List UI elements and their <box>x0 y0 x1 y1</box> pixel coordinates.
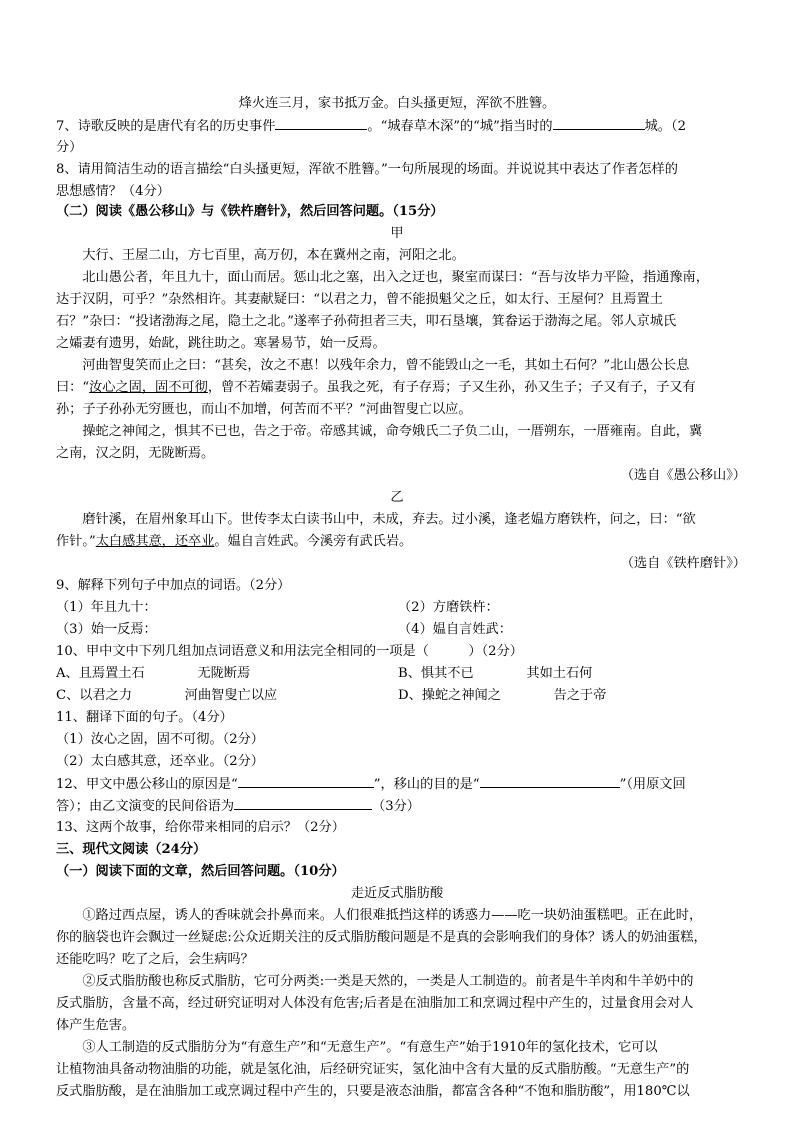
option-a[interactable]: A、且焉置土石 无陇断焉 <box>56 666 251 681</box>
passage-line: 石？”杂曰：“投诸渤海之尾，隐土之北。”遂率子孙荷担者三夫，叩石垦壤，箕畚运于渤海之尾。邻人京城氏 <box>56 314 677 329</box>
article-line: 还能吃吗？吃了之后，会生病吗？ <box>56 952 254 967</box>
answer-blank[interactable] <box>480 773 620 788</box>
answer-blank[interactable] <box>553 115 645 130</box>
passage-line: 之孀妻有遗男，始龀，跳往助之。寒暑易节，始一反焉。 <box>56 336 386 351</box>
question-13: 13、这两个故事，给你带来相同的启示？（2分） <box>56 820 345 835</box>
question-11: 11、翻译下面的句子。（4分） <box>56 710 233 725</box>
passage-line: 操蛇之神闻之，惧其不已也，告之于帝。帝感其诚，命夸娥氏二子负二山，一厝朔东，一厝雍南。自此，冀 <box>56 424 703 439</box>
option-row <box>56 663 746 685</box>
passage-line: 孙；子子孙孙无穷匮也，而山不加增，何苦而不平？”河曲智叟亡以应。 <box>56 402 472 417</box>
article-line: 让植物油具备动物油脂的功能，就是氢化油，后经研究证实，氢化油中含有大量的反式脂肪酸。“无意生产”的 <box>56 1062 690 1077</box>
article-line: 体产生危害。 <box>56 1018 136 1033</box>
question-row: （1）年且九十： （2）方磨铁杵： <box>56 600 499 615</box>
passage-line: 磨针溪，在眉州象耳山下。世传李太白读书山中，未成，弃去。过小溪，逢老媪方磨铁杵，问之，曰：“欲 <box>56 512 696 527</box>
passage-label-yi: 乙 <box>390 490 404 505</box>
article-line: ③人工制造的反式脂肪分为“有意生产”和“无意生产”。“有意生产”始于1910年的氢化技术，它可以 <box>56 1040 658 1055</box>
question-row: （1）汝心之固，固不可彻。（2分） <box>56 732 264 747</box>
article-title: 走近反式脂肪酸 <box>350 886 444 901</box>
option-d[interactable]: D、操蛇之神闻之 告之于帝 <box>398 688 607 703</box>
option-b[interactable]: B、惧其不已 其如土石何 <box>398 666 593 681</box>
passage-line: 大行、王屋二山，方七百里，高万仞，本在冀州之南，河阳之北。 <box>56 248 465 263</box>
answer-blank[interactable] <box>234 795 372 810</box>
underlined-sentence: 汝心之固，固不可彻 <box>89 380 208 395</box>
question-7: 7、诗歌反映的是唐代有名的历史事件 。“城春草木深”的“城”指当时的 城。（2 <box>56 115 746 138</box>
article-line: 你的脑袋也许会飘过一丝疑虑:公众近期关注的反式脂肪酸问题是不是真的会影响我们的身体？诱人的奶油蛋糕， <box>56 930 707 945</box>
question-row: （2）太白感其意，还卒业。（2分） <box>56 754 264 769</box>
source-note: （选自《铁杵磨针》） <box>620 556 746 571</box>
option-c[interactable]: C、以君之力 河曲智叟亡以应 <box>56 688 278 703</box>
article-line: 反式脂肪，含量不高，经过研究证明对人体没有危害;后者是在油脂加工和烹调过程中产生的，过量食用会对人 <box>56 996 694 1011</box>
question-9: 9、解释下列句子中加点的词语。（2分） <box>56 578 291 593</box>
question-row: 答）；由乙文演变的民间俗语为 （3分） <box>56 795 746 818</box>
question-10: 10、甲中文中下列几组加点词语意义和用法完全相同的一项是（ ）（2分） <box>56 644 523 659</box>
article-line: ①路过西点屋，诱人的香味就会扑鼻而来。人们很难抵挡这样的诱惑力——吃一块奶油蛋糕吧。正在此时， <box>56 908 703 923</box>
text-line: 思想感情？（4分） <box>56 184 170 199</box>
question-12: 12、甲文中愚公移山的原因是“ ”，移山的目的是“ ”（用原文回 <box>56 773 746 796</box>
underlined-sentence: 太白感其意，还卒业 <box>95 534 215 549</box>
passage-line: 之南，汉之阴，无陇断焉。 <box>56 446 215 461</box>
passage-line: 北山愚公者，年且九十，面山而居。惩山北之塞，出入之迂也，聚室而谋曰：“吾与汝毕力平险，指通豫南， <box>56 270 709 285</box>
option-row <box>56 685 746 707</box>
question-row: （3）始一反焉： （4）媪自言姓武： <box>56 622 512 637</box>
article-line: ②反式脂肪酸也称反式脂肪，它可分两类:一类是天然的，一类是人工制造的。前者是牛羊肉和牛羊奶中的 <box>56 974 694 989</box>
answer-blank[interactable] <box>238 773 374 788</box>
passage-line: 曰：“汝心之固，固不可彻，曾不若孀妻弱子。虽我之死，有子存焉；子又生孙，孙又生子；子又有子，子又有 <box>56 380 696 395</box>
passage-line: 达于汉阴，可乎？”杂然相许。其妻献疑曰：“以君之力，曾不能损魁父之丘，如太行、王屋何？且焉置土 <box>56 292 663 307</box>
article-line: 反式脂肪酸，是在油脂加工或烹调过程中产生的，只要是液态油脂，都富含各种“不饱和脂肪酸”，用180℃以 <box>56 1084 690 1099</box>
poem-line: 烽火连三月，家书抵万金。白头搔更短，浑欲不胜簪。 <box>238 96 556 111</box>
source-note: （选自《愚公移山》） <box>620 468 746 483</box>
passage-line: 河曲智叟笑而止之曰：“甚矣，汝之不惠！以残年余力，曾不能毁山之一毛，其如土石何？”北山愚公长息 <box>56 358 690 373</box>
answer-blank[interactable] <box>275 115 367 130</box>
passage-label-jia: 甲 <box>390 226 404 241</box>
section-heading: （一）阅读下面的文章，然后回答问题。（10分） <box>56 864 345 879</box>
section-heading: （二）阅读《愚公移山》与《铁杵磨针》，然后回答问题。（15分） <box>56 204 444 219</box>
section-heading: 三、现代文阅读（24分） <box>56 842 207 857</box>
question-8: 8、请用简洁生动的语言描绘“白头搔更短，浑欲不胜簪。”一句所展现的场面。并说说其中表达了作者怎样的 <box>56 162 678 177</box>
passage-line: 作针。”太白感其意，还卒业。媪自言姓武。今溪旁有武氏岩。 <box>56 534 413 549</box>
text-line: 分） <box>56 140 83 155</box>
